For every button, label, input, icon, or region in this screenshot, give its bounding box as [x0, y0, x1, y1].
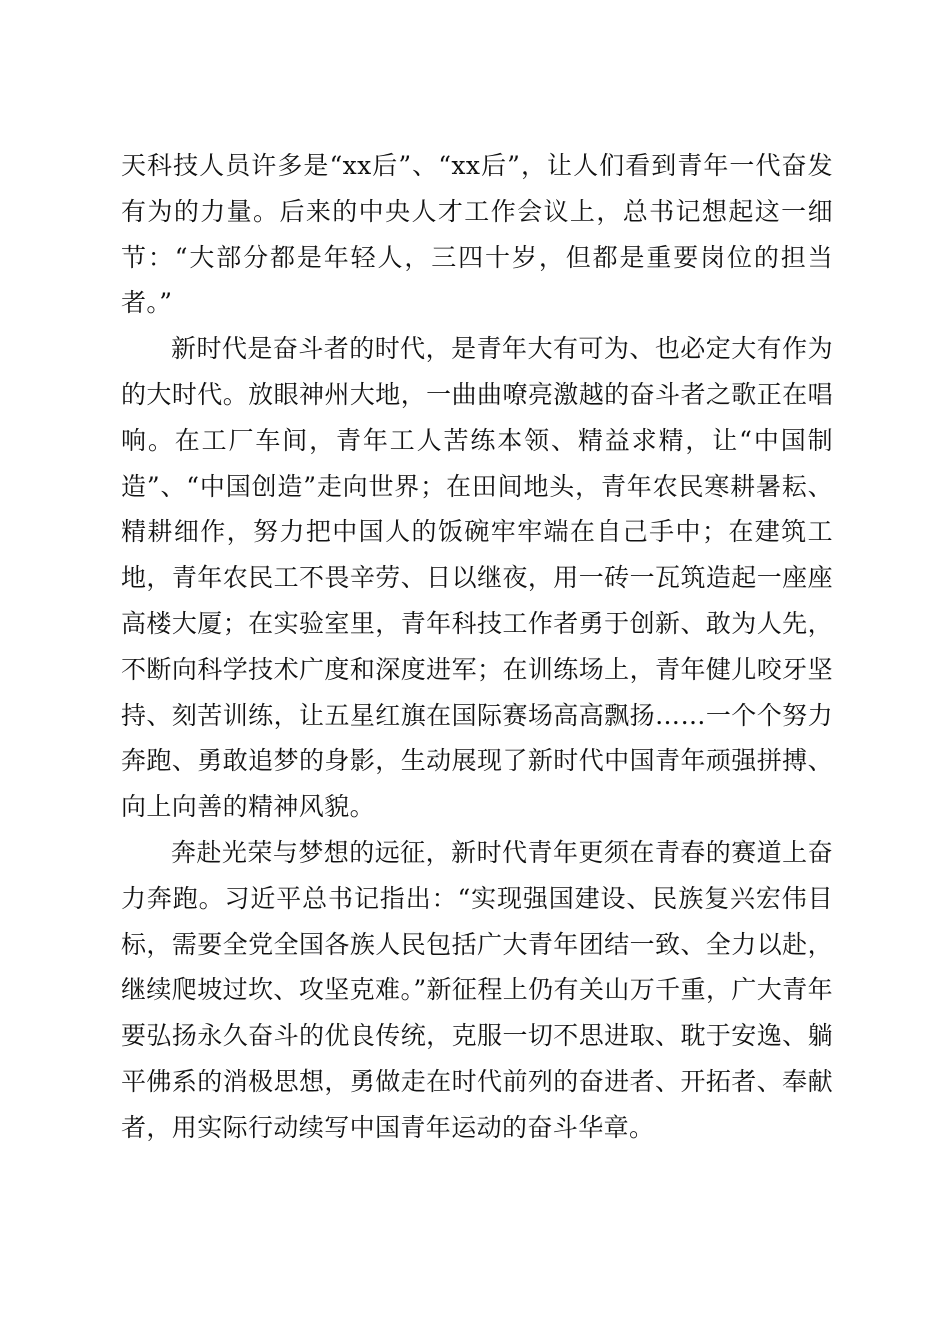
body-text: [121, 143, 833, 1151]
paragraph-2: 新时代是奋斗者的时代，是青年大有可为、也必定大有作为的大时代。放眼神州大地，一曲曲嘹亮激越的奋斗者之歌正在唱响。在工厂车间，青年工人苦练本领、精益求精，让“中国制造”、“中国创造”走向世界；在田间地头，青年农民寒耕暑耘、精耕细作，努力把中国人的饭碗牢牢端在自己手中；在建筑工地，青年农民工不畏辛劳、日以继夜，用一砖一瓦筑造起一座座高楼大厦；在实验室里，青年科技工作者勇于创新、敢为人先，不断向科学技术广度和深度进军；在训练场上，青年健儿咬牙坚持、刻苦训练，让五星红旗在国际赛场高高飘扬……一个个努力奔跑、勇敢追梦的身影，生动展现了新时代中国青年顽强拼搏、向上向善的精神风貌。: [121, 334, 833, 822]
paragraph-1: 天科技人员许多是“xx后”、“xx后”，让人们看到青年一代奋发有为的力量。后来的中央人才工作会议上，总书记想起这一细节：“大部分都是年轻人，三四十岁，但都是重要岗位的担当者。”: [121, 151, 833, 318]
paragraph-3: 奔赴光荣与梦想的远征，新时代青年更须在青春的赛道上奋力奔跑。习近平总书记指出：“实现强国建设、民族复兴宏伟目标，需要全党全国各族人民包括广大青年团结一致、全力以赴，继续爬坡过坎、攻坚克难。”新征程上仍有关山万千重，广大青年要弘扬永久奋斗的优良传统，克服一切不思进取、耽于安逸、躺平佛系的消极思想，勇做走在时代前列的奋进者、开拓者、奉献者，用实际行动续写中国青年运动的奋斗华章。: [121, 837, 833, 1142]
